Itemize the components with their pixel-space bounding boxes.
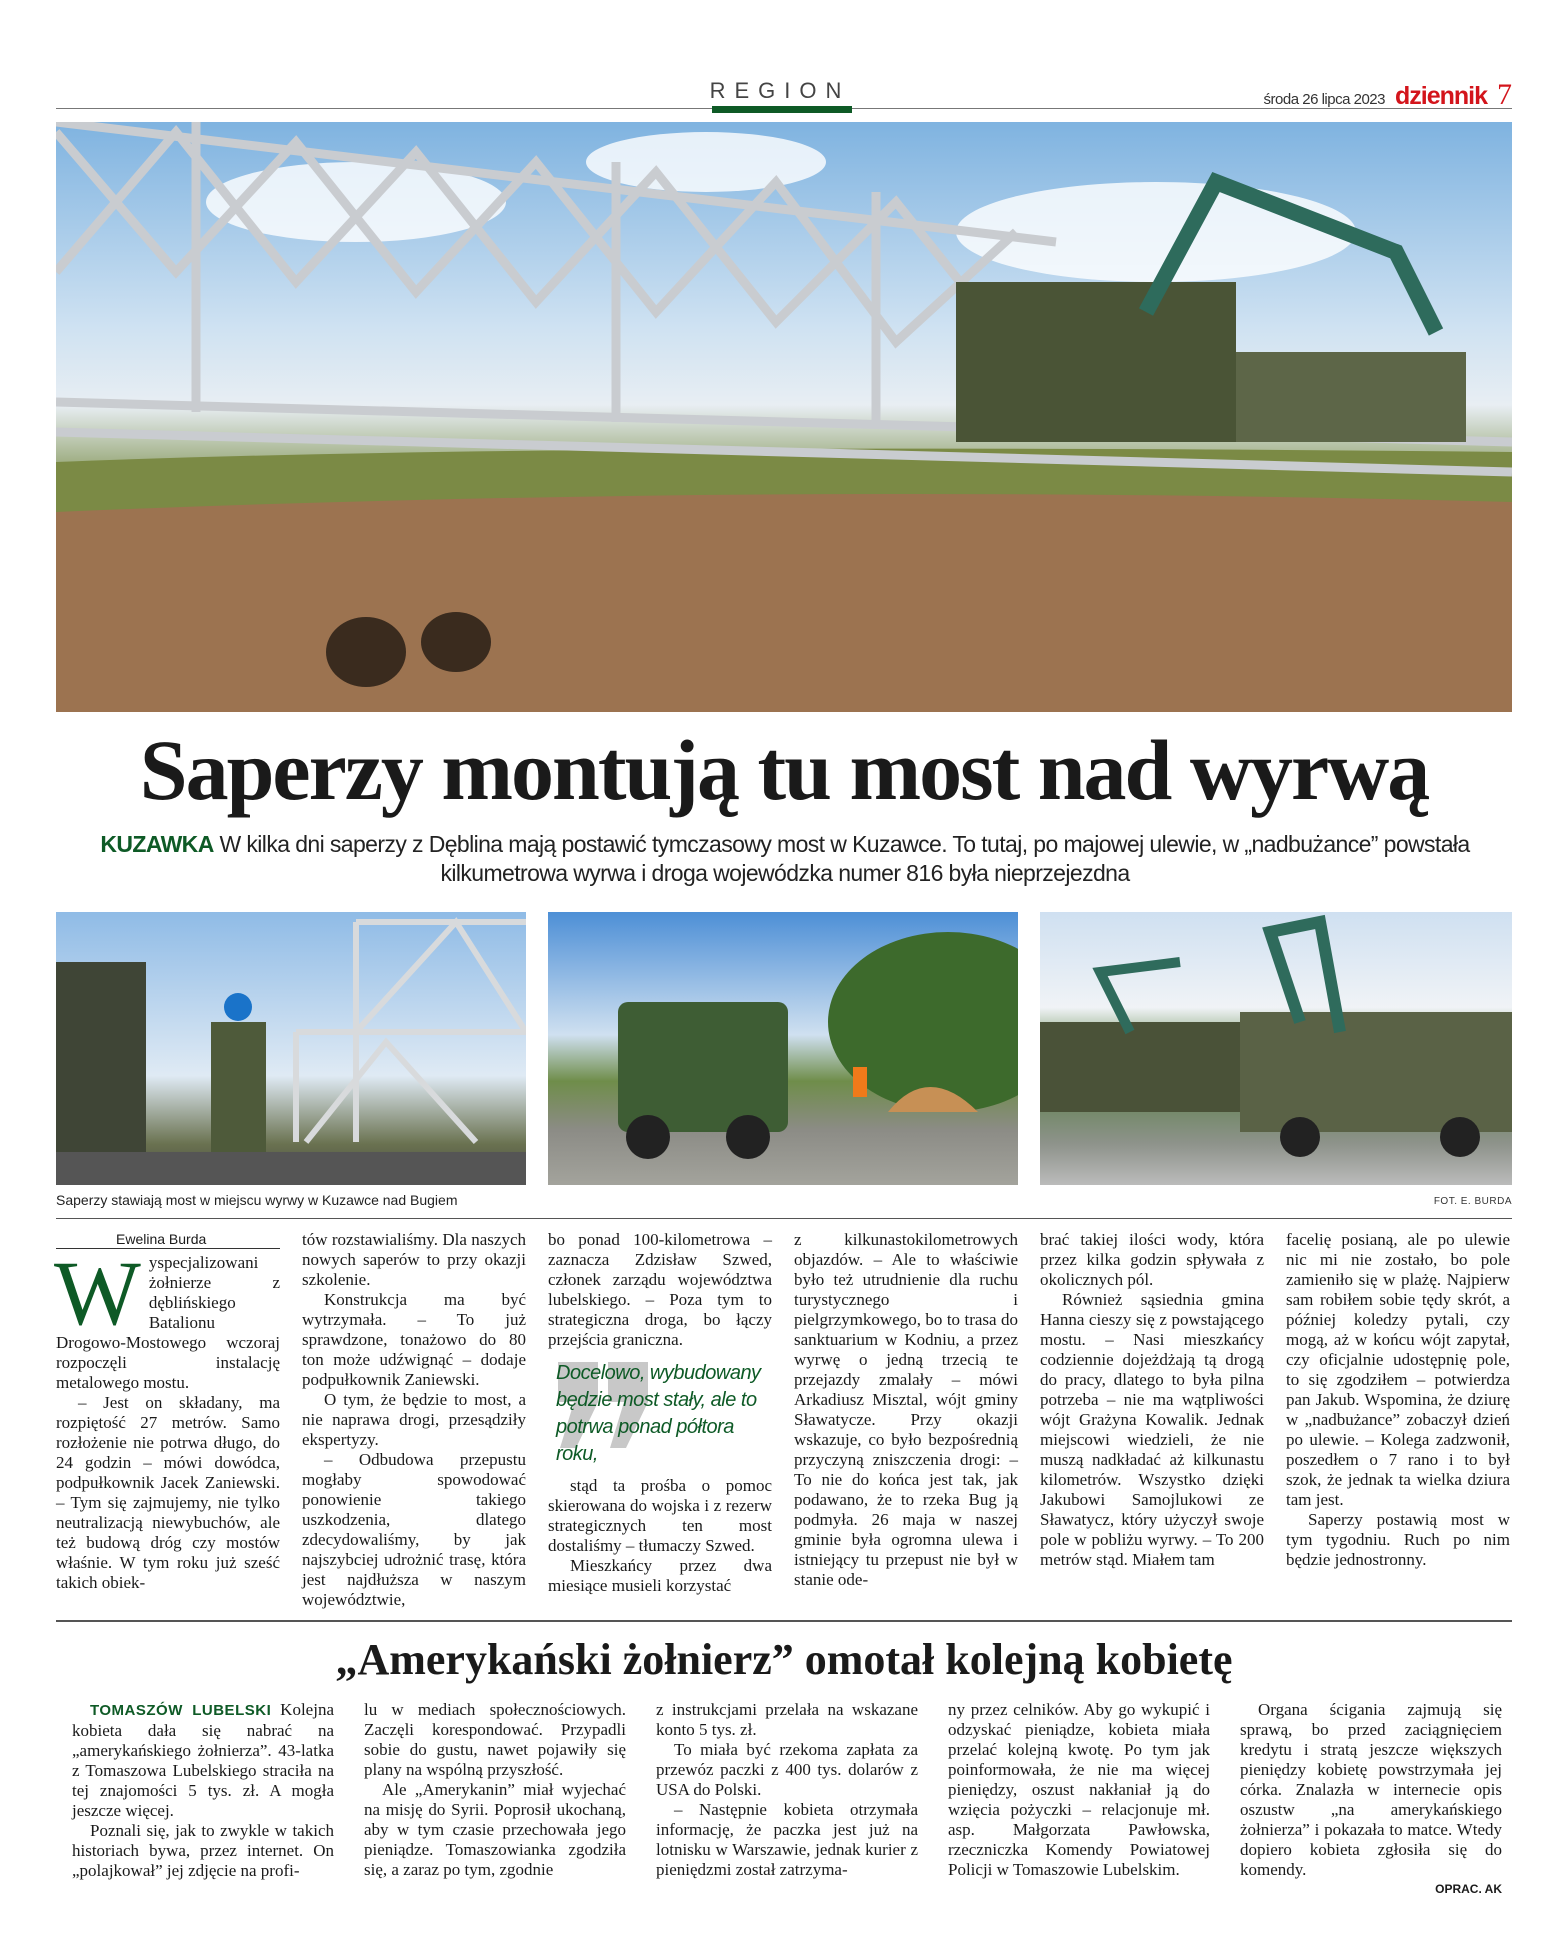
paragraph-text: Kolejna kobieta dała się nabrać na „amerykańskiego żołnierza”. 43-latka z Tomaszowa Lubelskiego straciła na tej znajomości 5 tys. zł. A mogła jeszcze więcej.	[72, 1700, 334, 1820]
photo-credit: FOT. E. BURDA	[1433, 1196, 1512, 1207]
issue-date: środa 26 lipca 2023	[1263, 91, 1385, 108]
article2-column	[72, 1700, 334, 1881]
paragraph: – Jest on składany, ma rozpiętość 27 metrów. Samo rozłożenie nie potrwa długo, do 24 godzin – mówi dowódca, podpułkownik Jacek Zaniewski. – Tym się zajmujemy, nie tylko neutralizacją niewybuchów, ale też budową dróg czy mostów właśnie. W tym roku już sześć takich obiek-	[56, 1393, 280, 1592]
article2-body	[56, 1700, 1512, 1898]
paragraph: z instrukcjami przelała na wskazane konto 5 tys. zł.	[656, 1700, 918, 1739]
article-column	[1286, 1230, 1510, 1570]
paragraph: Ale „Amerykanin” miał wyjechać na misję do Syrii. Poprosił ukochaną, aby w tym czasie przechowała jego pieniądze. Tomaszowianka zgodziła się, a zaraz po tym, zgodnie	[364, 1780, 626, 1879]
article2-column	[656, 1700, 918, 1880]
paragraph: O tym, że będzie to most, a nie naprawa drogi, przesądziły ekspertyzy.	[302, 1390, 526, 1449]
paragraph: – Odbudowa przepustu mogłaby spowodować ponowienie takiego uszkodzenia, dlatego zdecydowaliśmy, by jak najszybciej udrożnić trasę, która jest najdłuższa w naszym województwie,	[302, 1450, 526, 1609]
paragraph: Saperzy postawią most w tym tygodniu. Ruch po nim będzie jednostronny.	[1286, 1510, 1510, 1569]
article-column	[1040, 1230, 1264, 1570]
drop-cap: W	[54, 1242, 141, 1344]
article2-column	[948, 1700, 1210, 1880]
section-label: REGION	[709, 78, 851, 103]
paragraph: z kilkunastokilometrowych objazdów. – Ale to właściwie było też utrudnienie dla ruchu turystycznego i pielgrzymkowego, bo to trasa do sanktuarium w Kodniu, a przez wyrwę o jedną trzecią te przejazdy zmalały – mówi Arkadiusz Misztal, wójt gminy Sławatycze. Przy okazji wskazuje, co było bezpośrednią przyczyną zniszczenia drogi: – To nie do końca jest tak, jak podawano, że to rzeka Bug ją podmyła. 26 maja w naszej gminie była ogromna ulewa i istniejący tu przepust nie był w stanie ode-	[794, 1230, 1018, 1589]
paragraph: brać takiej ilości wody, która przez kilka godzin spływała z okolicznych pól.	[1040, 1230, 1264, 1289]
paragraph: To miała być rzekoma zapłata za przewóz paczki z 400 tys. dolarów z USA do Polski.	[656, 1740, 918, 1799]
paragraph: lu w mediach społecznościowych. Zaczęli korespondować. Przypadli sobie do gustu, nawet pojawiły się plany na wspólną przyszłość.	[364, 1700, 626, 1779]
article-column	[302, 1230, 526, 1610]
article-column	[548, 1230, 772, 1596]
lead-place: TOMASZÓW LUBELSKI	[90, 1702, 272, 1719]
paragraph: Konstrukcja ma być wytrzymała. – To już sprawdzone, tonażowo do 80 ton może udźwignąć – dodaje podpułkownik Zaniewski.	[302, 1290, 526, 1389]
article2-headline: „Amerykański żołnierz” omotał kolejną kobietę	[335, 1635, 1233, 1684]
byline: Ewelina Burda	[56, 1230, 280, 1249]
paragraph: bo ponad 100-kilometrowa – zaznacza Zdzisław Szwed, członek zarządu województwa lubelskiego. – Poza tym to strategiczna droga, bo łączy przejścia graniczna.	[548, 1230, 772, 1349]
article2-column	[364, 1700, 626, 1880]
pull-quote-text: Docelowo, wybudowany będzie most stały, ale to potrwa ponad półtora roku,	[556, 1362, 761, 1465]
article-separator	[56, 1620, 1512, 1622]
lead-text: W kilka dni saperzy z Dęblina mają postawić tymczasowy most w Kuzawce. To tutaj, po majowej ulewie, w „nadbużance” powstała kilkumetrowa wyrwa i droga wojewódzka numer 816 była nieprzejezdna	[219, 831, 1470, 886]
paragraph	[54, 1242, 280, 1393]
paragraph: Również sąsiednia gmina Hanna cieszy się z powstającego mostu. – Nasi mieszkańcy codziennie dojeżdżają tą drogą do pracy, dlatego to była pilna potrzeba – nie ma wątpliwości wójt Grażyna Kowalik. Jednak miejscowi wiedzieli, że nie muszą nadkładać aż kilkunastu kilometrów. Wszystko dzięki Jakubowi Samojlukowi ze Sławatycz, który użyczył swoje pole w pobliżu wyrwy. – To 200 metrów stąd. Miałem tam	[1040, 1290, 1264, 1569]
paragraph: ny przez celników. Aby go wykupić i odzyskać pieniądze, kobieta miała przelać kolejną kwotę. Po tym jak poinformowała, że nie ma więcej pieniędzy, oszust nakłaniał ją do wzięcia pożyczki – relacjonuje mł. asp. Małgorzata Pawłowska, rzeczniczka Komendy Powiatowej Policji w Tomaszowie Lubelskim.	[948, 1700, 1210, 1879]
paragraph: Mieszkańcy przez dwa miesiące musieli korzystać	[548, 1556, 772, 1595]
paragraph: – Następnie kobieta otrzymała informację, że paczka jest już na lotnisku w Warszawie, jednak kurier z pieniędzmi został zatrzyma-	[656, 1800, 918, 1879]
page-number: 7	[1497, 78, 1512, 111]
paragraph: Poznali się, jak to zwykle w takich historiach bywa, przez internet. On „polajkował” jej zdjęcie na profi-	[72, 1821, 334, 1880]
photo-caption: Saperzy stawiają most w miejscu wyrwy w Kuzawce nad Bugiem	[56, 1192, 458, 1208]
article-column	[56, 1230, 280, 1593]
paragraph: Organa ścigania zajmują się sprawą, bo przed zaciągnięciem kredytu i stratą jeszcze większych pieniędzy kobietę powstrzymała jej córka. Znalazła w internecie opis oszustw „na amerykańskiego żołnierza” i pokazała to matce. Wtedy dopiero kobieta zgłosiła się do komendy.	[1240, 1700, 1502, 1879]
paragraph-text: yspecjalizowani żołnierze z dęblińskiego Batalionu Drogowo-Mostowego wczoraj rozpoczęli instalację metalowego mostu.	[56, 1253, 280, 1392]
newspaper-logo: dziennik	[1394, 82, 1487, 110]
paragraph	[72, 1700, 334, 1821]
paragraph: stąd ta prośba o pomoc skierowana do wojska i z rezerw strategicznych ten most dostaliśmy – tłumaczy Szwed.	[548, 1476, 772, 1555]
paragraph: facelię posianą, ale po ulewie nic mi nie zostało, bo pole zamieniło się w plażę. Najpierw sam robiłem sobie tędy skrót, a później koledzy pytali, czy mogą, aż w końcu wójt zapytał, czy oficjalnie udostępnię pole, to się zgodziłem – potwierdza pan Jakub. Wspomina, że dziurę w „nadbużance” zobaczył dzień po ulewie. – Kolega zadzwonił, poszedłem o 7 rano i to był szok, że jednak ta wielka dziura tam jest.	[1286, 1230, 1510, 1509]
article-headline: Saperzy montują tu most nad wyrwą	[139, 722, 1429, 818]
article-column	[794, 1230, 1018, 1590]
lead-place: KUZAWKA	[100, 831, 214, 857]
author-signature: OPRAC. AK	[1435, 1882, 1502, 1896]
article-body	[56, 1230, 1512, 1610]
pull-quote	[548, 1360, 772, 1468]
article2-column	[1240, 1700, 1502, 1898]
paragraph: tów rozstawialiśmy. Dla naszych nowych saperów to przy okazji szkolenie.	[302, 1230, 526, 1289]
